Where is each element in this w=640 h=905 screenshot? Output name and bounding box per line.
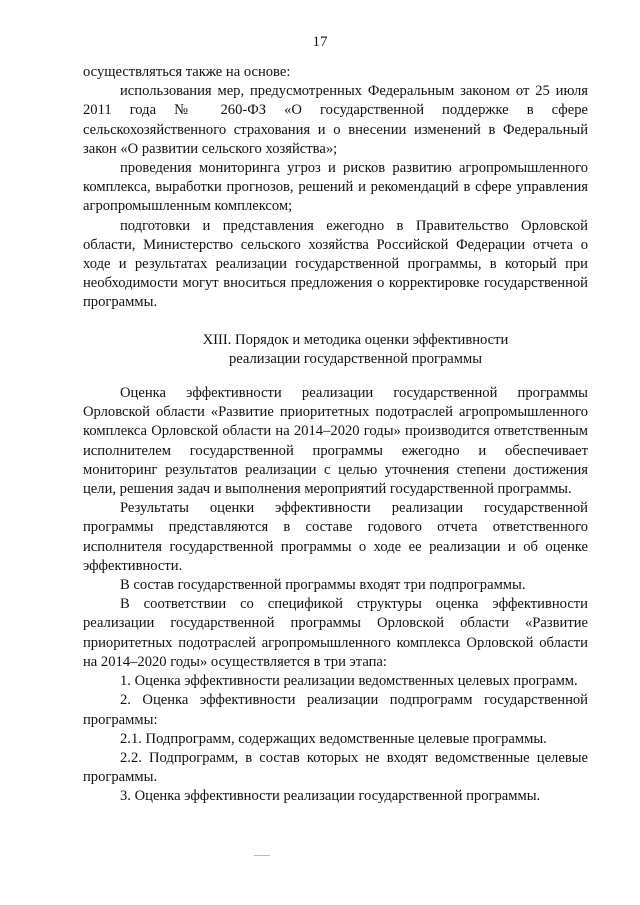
- paragraph: использования мер, предусмотренных Федеральным законом от 25 июля 2011 года № 260-ФЗ «О государственной поддержке в сфере сельскохозяйственного страхования и о внесении изменений в Федеральный закон «О развитии сельского хозяйства»;: [83, 83, 588, 157]
- paragraph: В состав государственной программы входят три подпрограммы.: [120, 577, 526, 594]
- scan-artifact-line: [254, 855, 270, 856]
- list-item: 1. Оценка эффективности реализации ведомственных целевых программ.: [120, 673, 578, 690]
- section-heading: [83, 331, 588, 369]
- paragraph: осуществляться также на основе:: [83, 64, 291, 80]
- paragraph: Результаты оценки эффективности реализации государственной программы представляются в составе годового отчета ответственного исполнителя государственной программы о ходе ее реализации и об оценке эффективности.: [83, 500, 588, 574]
- section-heading-line: XIII. Порядок и методика оценки эффективности: [202, 331, 509, 348]
- list-item: 2. Оценка эффективности реализации подпрограмм государственной программы:: [83, 692, 588, 728]
- paragraph: проведения мониторинга угроз и рисков развитию агропромышленного комплекса, выработки прогнозов, решений и рекомендаций в сфере управления агропромышленным комплексом;: [83, 160, 588, 215]
- list-item: 3. Оценка эффективности реализации государственной программы.: [120, 788, 541, 805]
- paragraph: В соответствии со спецификой структуры оценка эффективности реализации государственной программы Орловской области «Развитие приоритетных подотраслей агропромышленного комплекса Орловской области на 2014–2020 годы» осуществляется в три этапа:: [83, 596, 588, 670]
- page-number: 17: [312, 34, 328, 50]
- list-item: 2.2. Подпрограмм, в состав которых не входят ведомственные целевые программы.: [83, 749, 588, 786]
- document-body: [83, 63, 588, 807]
- section-heading-line: реализации государственной программы: [228, 350, 483, 367]
- paragraph: Оценка эффективности реализации государственной программы Орловской области «Развитие приоритетных подотраслей агропромышленного комплекса Орловской области на 2014–2020 годы» производится ответственным исполнителем государственной программы ежегодно и обеспечивает мониторинг результатов реализации с целью уточнения степени достижения цели, решения задач и выполнения мероприятий государственной программы.: [83, 385, 588, 498]
- paragraph: подготовки и представления ежегодно в Правительство Орловской области, Министерство сельского хозяйства Российской Федерации отчета о ходе и результатах реализации государственной программы, в который при необходимости могут вноситься предложения о корректировке государственной программы.: [83, 217, 588, 311]
- list-item: 2.1. Подпрограмм, содержащих ведомственные целевые программы.: [120, 730, 547, 747]
